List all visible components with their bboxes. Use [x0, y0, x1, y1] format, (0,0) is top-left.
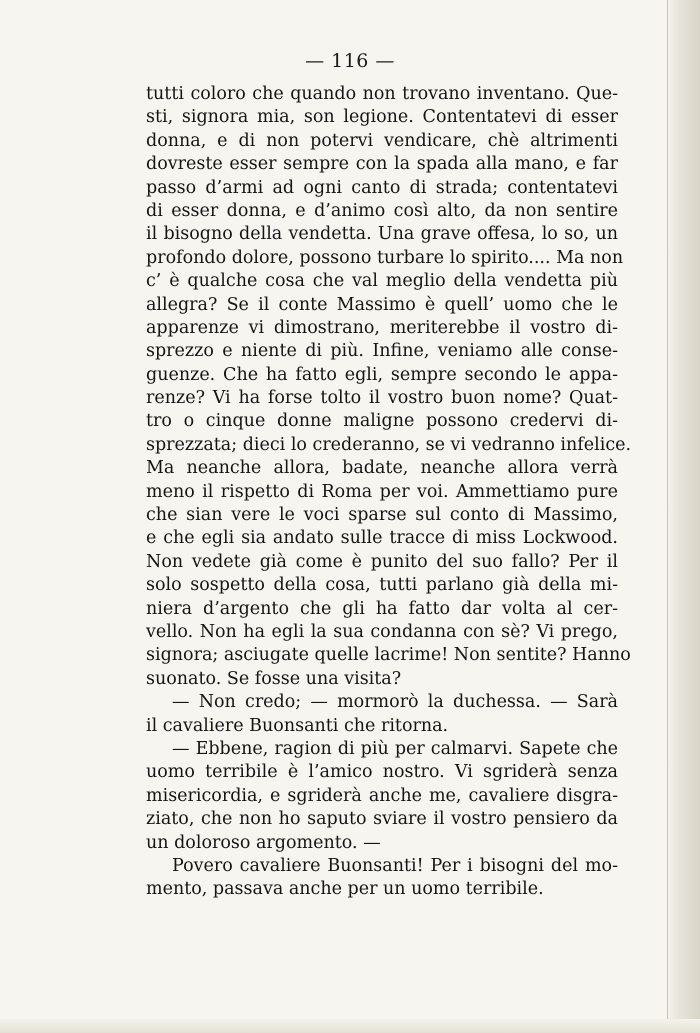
text-line: il bisogno della vendetta. Una grave offesa, lo so, un [146, 224, 618, 245]
paragraph [146, 855, 618, 902]
text-line: suonato. Se fosse una visita? [146, 668, 402, 689]
text-line: tutti coloro che quando non trovano inventano. Que- [146, 84, 618, 104]
text-line: che sian vere le voci sparse sul conto di Massimo, [146, 505, 618, 526]
body-text [146, 83, 632, 902]
text-line: Non vedete già come è punito del suo fallo? Per il [146, 551, 618, 572]
text-line: niera d’argento che gli ha fatto dar volta al cer- [146, 598, 618, 619]
text-line: uomo terribile è l’amico nostro. Vi sgriderà senza [146, 762, 618, 783]
paragraph [146, 83, 632, 691]
text-line: donna, e di non potervi vendicare, chè altrimenti [146, 130, 618, 151]
text-line: misericordia, e sgriderà anche me, cavaliere disgra- [146, 785, 618, 806]
text-line: signora; asciugate quelle lacrime! Non sentite? Hanno [146, 645, 631, 666]
text-line: — Ebbene, ragion di più per calmarvi. Sapete che [172, 738, 618, 759]
text-line: — Non credo; — mormorò la duchessa. — Sarà [172, 692, 618, 713]
text-line: tro o cinque donne maligne possono credervi di- [146, 411, 618, 432]
paragraph [146, 738, 618, 855]
text-line: dovreste esser sempre con la spada alla mano, e far [146, 154, 618, 175]
paragraph [146, 691, 618, 738]
text-line: sprezzata; dieci lo crederanno, se vi vedranno infelice. [146, 434, 632, 455]
text-line: guenze. Che ha fatto egli, sempre secondo le appa- [146, 364, 618, 385]
text-line: sti, signora mia, son legione. Contentatevi di esser [146, 107, 618, 128]
text-line: mento, passava anche per un uomo terribile. [146, 879, 544, 900]
text-line: il cavaliere Buonsanti che ritorna. [146, 715, 449, 736]
text-line: sprezzo e niente di più. Infine, veniamo alle conse- [146, 341, 618, 362]
text-line: apparenze vi dimostrano, meriterebbe il vostro di- [146, 317, 618, 338]
text-line: Ma neanche allora, badate, neanche allora verrà [146, 458, 618, 479]
text-line: profondo dolore, possono turbare lo spirito.... Ma non [146, 247, 624, 268]
text-line: e che egli sia andato sulle tracce di miss Lockwood. [146, 528, 618, 549]
text-line: allegra? Se il conte Massimo è quell’ uomo che le [146, 294, 618, 315]
text-line: Povero cavaliere Buonsanti! Per i bisogni del mo- [172, 855, 618, 876]
text-line: meno il rispetto di Roma per voi. Ammettiamo pure [146, 481, 618, 502]
text-line: renze? Vi ha forse tolto il vostro buon nome? Quat- [146, 388, 618, 409]
text-line: ziato, che non ho saputo sviare il vostro pensiero da [146, 809, 618, 830]
text-line: solo sospetto della cosa, tutti parlano già della mi- [146, 575, 618, 596]
page-edge-shadow [667, 0, 700, 1033]
text-line: c’ è qualche cosa che val meglio della vendetta più [146, 271, 618, 292]
page-number: — 116 — [305, 50, 395, 72]
text-line: un doloroso argomento. — [146, 832, 381, 853]
text-line: di esser donna, e d’animo così alto, da non sentire [146, 200, 618, 221]
text-line: passo d’armi ad ogni canto di strada; contentatevi [146, 177, 618, 198]
page-bottom-edge [0, 1019, 700, 1033]
text-line: vello. Non ha egli la sua condanna con sè? Vi prego, [146, 621, 618, 642]
